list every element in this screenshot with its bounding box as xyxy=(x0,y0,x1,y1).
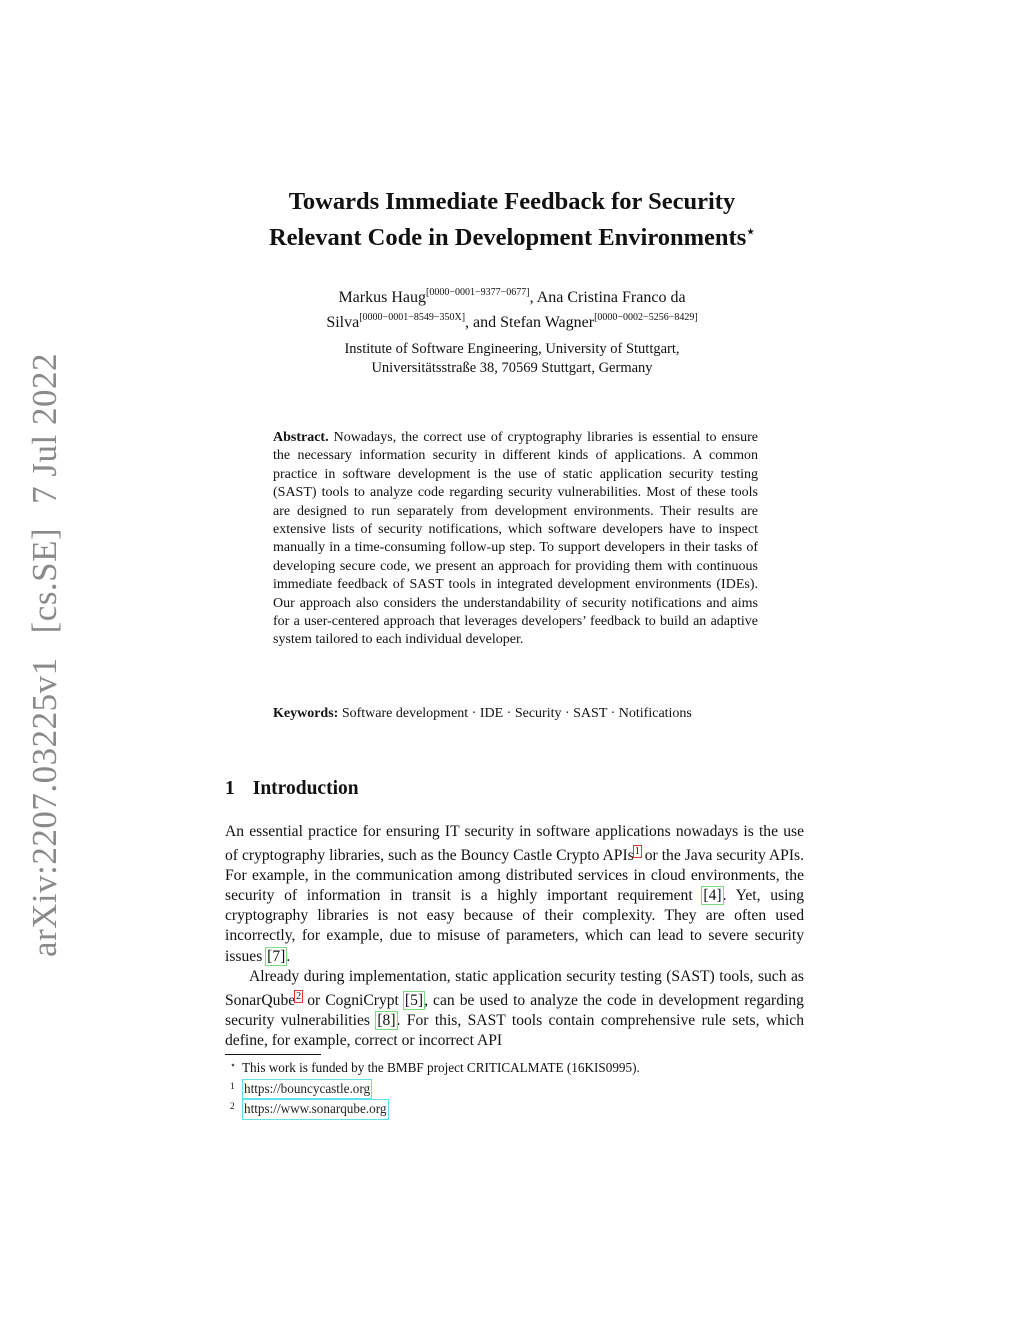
footnote-star xyxy=(230,1059,810,1080)
author-3-name: , and Stefan Wagner xyxy=(465,314,595,331)
footnote-2-link[interactable]: https://www.sonarqube.org xyxy=(243,1100,388,1119)
citation-link-4[interactable]: [4] xyxy=(703,887,722,905)
keywords xyxy=(273,705,758,723)
section-number: 1 xyxy=(225,778,235,799)
footnote-link-2[interactable]: 2 xyxy=(296,990,302,1002)
paper-title xyxy=(0,186,1024,253)
title-line-1: Towards Immediate Feedback for Security xyxy=(288,188,736,215)
affiliation-line-2: Universitätsstraße 38, 70569 Stuttgart, Germany xyxy=(371,360,653,376)
footnote-2-mark: 2 xyxy=(230,1102,235,1112)
arxiv-category: [cs.SE] xyxy=(25,527,64,634)
text-run: . xyxy=(286,947,291,965)
intro-body xyxy=(225,822,804,1051)
citation-link-5[interactable]: [5] xyxy=(404,991,424,1009)
footnote-star-mark: ⋆ xyxy=(230,1061,236,1071)
abstract xyxy=(273,429,758,650)
abstract-label: Abstract. xyxy=(273,430,329,445)
text-run: or CogniCrypt xyxy=(302,991,404,1009)
text-run: . Yet, using cryptography libraries is not easy because of their complexity. They are often used incorrectly, for example, due to misuse of parameters, which can lead to severe security issues xyxy=(225,887,804,965)
text-run: An essential practice for ensuring IT security in software applications nowadays is the use of cryptography libraries, such as the Bouncy Castle Crypto APIs xyxy=(225,823,804,865)
citation-link-7[interactable]: [7] xyxy=(267,947,286,965)
footnote-star-text: This work is funded by the BMBF project CRITICALMATE (16KIS0995). xyxy=(242,1060,640,1075)
author-2-name-part2: Silva xyxy=(326,314,360,331)
text-run: . For this, SAST tools contain comprehensive rule sets, which define, for example, correct or incorrect API xyxy=(225,1011,804,1049)
text-run: Already during implementation, static application security testing (SAST) tools, such as SonarQube xyxy=(225,967,804,1009)
footnote-2 xyxy=(230,1100,810,1121)
citation-link-8[interactable]: [8] xyxy=(377,1011,396,1029)
author-3-orcid: [0000−0002−5256−8429] xyxy=(594,312,698,323)
author-2-name-part1: , Ana Cristina Franco da xyxy=(529,289,686,306)
intro-paragraph-1 xyxy=(225,822,804,967)
affiliation-line-1: Institute of Software Engineering, University of Stuttgart, xyxy=(344,341,680,357)
footnote-rule xyxy=(225,1054,321,1055)
footnote-1 xyxy=(230,1080,810,1101)
arxiv-date: 7 Jul 2022 xyxy=(25,352,64,504)
footnote-1-mark: 1 xyxy=(230,1081,235,1092)
affiliation xyxy=(0,340,1024,378)
arxiv-stamp xyxy=(25,353,65,957)
author-1-orcid: [0000−0001−9377−0677] xyxy=(425,287,530,298)
author-1-name: Markus Haug xyxy=(338,289,426,306)
keywords-label: Keywords: xyxy=(273,706,339,721)
footnotes xyxy=(230,1059,810,1121)
author-2-orcid: [0000−0001−8549−350X] xyxy=(359,312,466,323)
abstract-text: Nowadays, the correct use of cryptography libraries is essential to ensure the necessary information security in different kinds of applications. A common practice in software development is the use of static application security testing (SAST) tools to analyze code regarding security vulnerabilities. Most of these tools are designed to run separately from development environments. Their results are extensive lists of security notifications, which software developers have to inspect manually in a time-consuming follow-up step. To support developers in their tasks of developing secure code, we present an approach for providing them with continuous immediate feedback of SAST tools in integrated development environments (IDEs). Our approach also considers the understandability of security notifications and aims for a user-centered approach that leverages developers’ feedback to build an adaptive system tailored to each individual developer. xyxy=(273,430,759,648)
author-list xyxy=(0,283,1024,333)
intro-paragraph-2 xyxy=(225,967,804,1051)
title-line-2: Relevant Code in Development Environments xyxy=(268,224,747,251)
text-run: or the Java security APIs. For example, in the communication among distributed services in cloud environments, the security of information in transit is a highly important requirement xyxy=(225,847,804,905)
footnote-link-1[interactable]: 1 xyxy=(634,846,640,858)
keywords-text: Software development · IDE · Security · SAST · Notifications xyxy=(341,706,692,721)
section-title: Introduction xyxy=(252,778,359,799)
arxiv-id: arXiv:2207.03225v1 xyxy=(25,657,64,958)
title-footnote-mark: ⋆ xyxy=(746,225,756,240)
footnote-1-link[interactable]: https://bouncycastle.org xyxy=(243,1080,371,1099)
section-heading xyxy=(225,778,359,800)
text-run: , can be used to analyze the code in development regarding security vulnerabilities xyxy=(225,991,804,1029)
